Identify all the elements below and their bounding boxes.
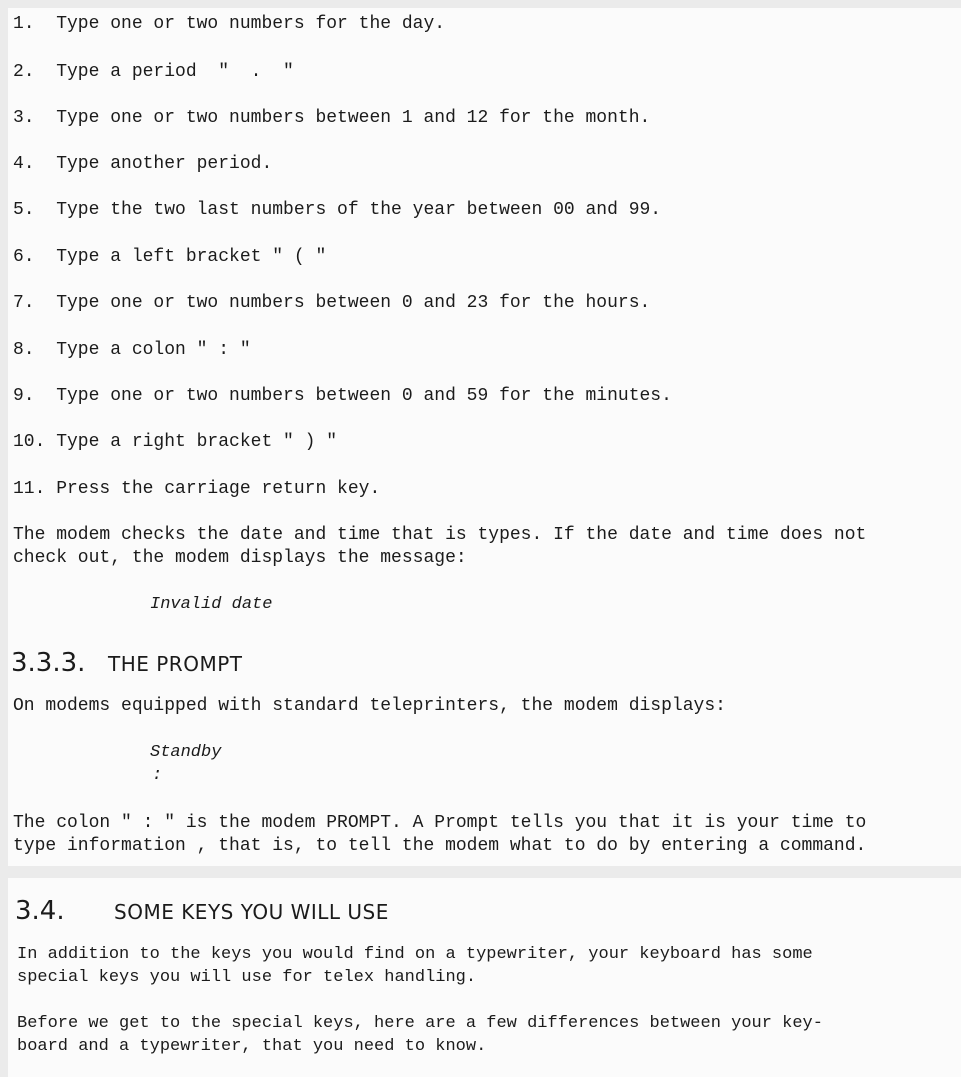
step-8: 8. Type a colon " : " bbox=[13, 340, 251, 360]
step-1: 1. Type one or two numbers for the day. bbox=[13, 14, 446, 34]
prompt-paragraph-line-2: type information , that is, to tell the modem what to do by entering a command. bbox=[13, 836, 867, 856]
invalid-date-message: Invalid date bbox=[150, 595, 273, 614]
section-34-title: SOME KEYS YOU WILL USE bbox=[114, 900, 389, 924]
step-7: 7. Type one or two numbers between 0 and 23 for the hours. bbox=[13, 293, 651, 313]
section-333-intro: On modems equipped with standard teleprinters, the modem displays: bbox=[13, 696, 726, 716]
document-page-1 bbox=[8, 8, 961, 866]
step-11: 11. Press the carriage return key. bbox=[13, 479, 381, 499]
keys-paragraph-1-line-1: In addition to the keys you would find on a typewriter, your keyboard has some bbox=[17, 945, 813, 964]
step-2: 2. Type a period " . " bbox=[13, 62, 294, 82]
prompt-colon-display: : bbox=[152, 766, 163, 785]
step-10: 10. Type a right bracket " ) " bbox=[13, 432, 338, 452]
section-34-number: 3.4. bbox=[15, 896, 65, 926]
keys-paragraph-2-line-1: Before we get to the special keys, here are a few differences between your key- bbox=[17, 1014, 823, 1033]
section-333-number: 3.3.3. bbox=[11, 648, 86, 678]
step-3: 3. Type one or two numbers between 1 and 12 for the month. bbox=[13, 108, 651, 128]
prompt-paragraph-line-1: The colon " : " is the modem PROMPT. A Prompt tells you that it is your time to bbox=[13, 813, 867, 833]
standby-display: Standby bbox=[150, 743, 222, 762]
step-4: 4. Type another period. bbox=[13, 154, 273, 174]
keys-paragraph-2-line-2: board and a typewriter, that you need to know. bbox=[17, 1037, 487, 1056]
check-paragraph-line-2: check out, the modem displays the message: bbox=[13, 548, 467, 568]
section-333-title: THE PROMPT bbox=[108, 652, 243, 676]
step-6: 6. Type a left bracket " ( " bbox=[13, 247, 327, 267]
keys-paragraph-1-line-2: special keys you will use for telex handling. bbox=[17, 968, 477, 987]
step-5: 5. Type the two last numbers of the year between 00 and 99. bbox=[13, 200, 662, 220]
check-paragraph-line-1: The modem checks the date and time that is types. If the date and time does not bbox=[13, 525, 867, 545]
step-9: 9. Type one or two numbers between 0 and 59 for the minutes. bbox=[13, 386, 672, 406]
document-page-2 bbox=[8, 878, 961, 1077]
